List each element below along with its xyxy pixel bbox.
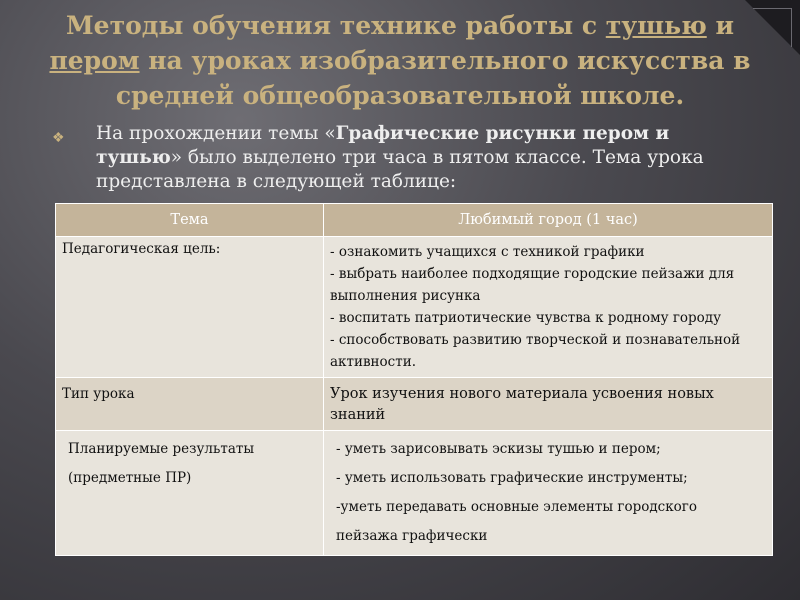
list-item: пейзажа графически <box>336 528 488 544</box>
table-header-cell: Любимый город (1 час) <box>324 204 773 237</box>
list-item: - уметь использовать графические инструменты; <box>336 470 688 486</box>
row-label-goal: Педагогическая цель: <box>56 237 324 378</box>
list-item: -уметь передавать основные элементы городского <box>336 499 698 515</box>
row-value-type: Урок изучения нового материала усвоения новых знаний <box>324 378 773 431</box>
row-label-results: Планируемые результаты (предметные ПР) <box>56 431 324 556</box>
list-item: - ознакомить учащихся с техникой графики <box>330 244 645 260</box>
lesson-table <box>55 203 773 556</box>
table-header-row <box>56 204 773 237</box>
intro-paragraph: ❖ На прохождении темы «Графические рисунки пером и тушью» было выделено три часа в пятом классе. Тема урока представлена в следующей таблице: <box>52 123 704 192</box>
list-item: - воспитать патриотические чувства к родному городу <box>330 310 722 326</box>
results-list <box>324 431 773 556</box>
table-row <box>56 378 773 431</box>
row-label-type: Тип урока <box>56 378 324 431</box>
diamond-bullet-icon: ❖ <box>52 130 65 146</box>
goal-list <box>324 237 773 378</box>
list-item: - уметь зарисовывать эскизы тушью и пером; <box>336 441 661 457</box>
table-header-cell: Тема <box>56 204 324 237</box>
list-item: - выбрать наиболее подходящие городские пейзажи для выполнения рисунка <box>330 266 735 304</box>
list-item: - способствовать развитию творческой и познавательной активности. <box>330 332 741 370</box>
table-row <box>56 431 773 556</box>
page-title: Методы обучения технике работы с тушью и пером на уроках изобразительного искусства в средней общеобразовательной школе. <box>49 11 751 110</box>
table-row <box>56 237 773 378</box>
